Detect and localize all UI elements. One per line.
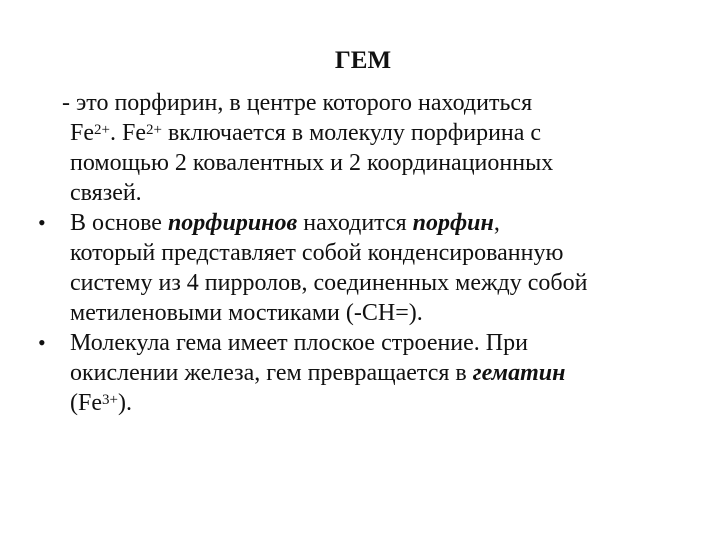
text-line	[70, 118, 690, 148]
text-line	[62, 88, 690, 118]
heme-line-1: Молекула гема имеет плоское строение. При	[70, 330, 528, 356]
text-line	[70, 388, 690, 418]
bullet-icon: •	[38, 330, 46, 355]
porphyrins-text-3: ,	[493, 210, 500, 236]
bullet-heme-molecule	[0, 328, 690, 418]
definition-line-4: связей.	[70, 180, 142, 206]
iron-symbol-2: Fe	[121, 120, 146, 146]
definition-line-2: включается в молекулу порфирина с	[161, 120, 542, 146]
iron-charge-2: 2+	[145, 122, 162, 138]
bullet-porphyrins	[0, 208, 690, 328]
term-porphyrins: порфиринов	[167, 210, 298, 236]
text-line	[70, 358, 690, 388]
porphyrins-line-3: систему из 4 пирролов, соединенных между собой	[70, 270, 588, 296]
paragraph-definition	[0, 88, 690, 208]
separator: .	[109, 120, 116, 146]
term-porphin: порфин	[412, 210, 494, 236]
text-line	[70, 208, 690, 238]
porphyrins-text-2: находится	[297, 210, 413, 236]
iron-symbol: Fe	[70, 120, 94, 146]
term-hematin: гематин	[472, 360, 566, 386]
porphyrins-text-1: В основе	[70, 210, 168, 236]
bullet-icon: •	[38, 210, 46, 235]
porphyrins-line-2: который представляет собой конденсированную	[70, 240, 564, 266]
iron-charge-3: 3+	[102, 392, 118, 408]
slide-body	[0, 88, 720, 418]
definition-line-1: - это порфирин, в центре которого находиться	[62, 90, 533, 116]
slide-title: ГЕМ	[334, 47, 392, 74]
heme-text-2: окислении железа, гем превращается в	[70, 360, 473, 386]
definition-line-3: помощью 2 ковалентных и 2 координационных	[70, 150, 554, 176]
heme-text-3: (Fe	[70, 390, 102, 416]
heme-text-4: ).	[117, 390, 132, 416]
porphyrins-line-4: метиленовыми мостиками (-CH=).	[70, 300, 423, 326]
iron-charge: 2+	[94, 122, 110, 138]
